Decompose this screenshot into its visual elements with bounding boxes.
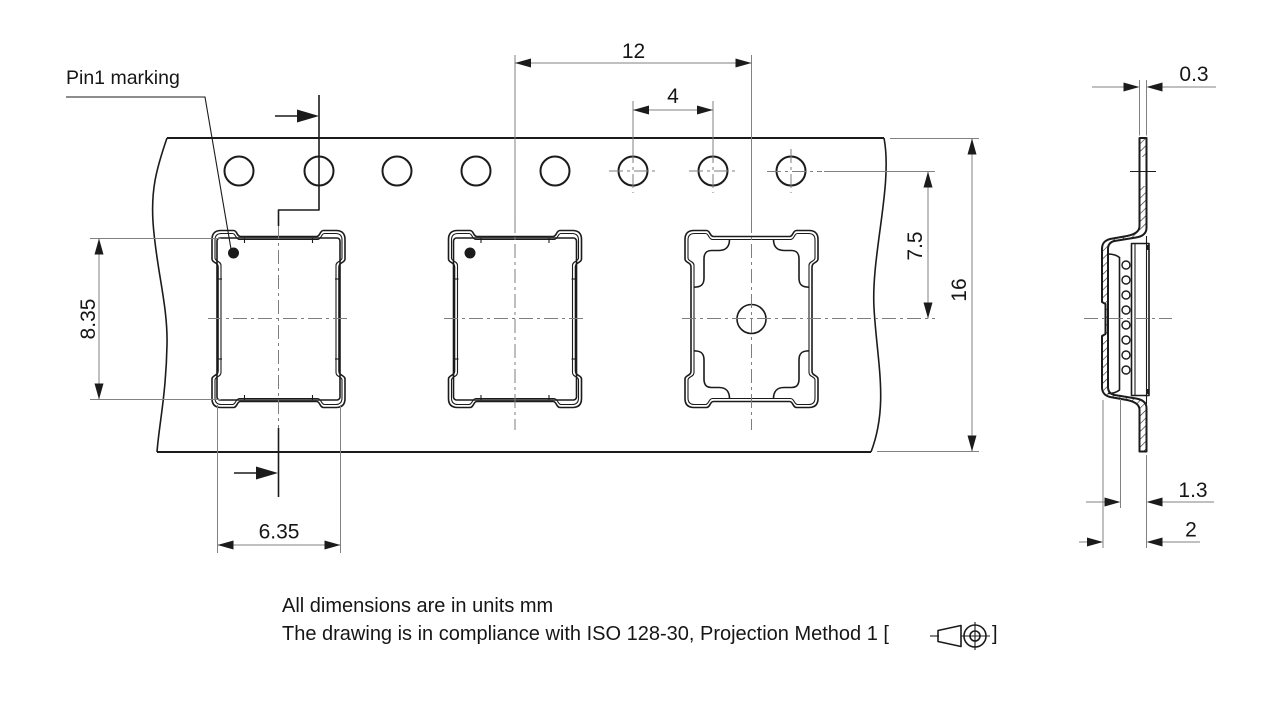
dim-value-hole-to-pocket-center: 7.5 <box>904 231 927 261</box>
note-compliance-close-bracket: ] <box>992 623 998 645</box>
dim-value-tape-width: 16 <box>948 278 971 302</box>
note-units: All dimensions are in units mm <box>282 595 554 617</box>
dim-value-pocket-length: 8.35 <box>77 298 100 340</box>
dim-value-hole-pitch: 4 <box>667 85 679 108</box>
dim-value-pocket-inner-depth: 1.3 <box>1178 479 1208 502</box>
pin1-dot <box>465 248 476 259</box>
pin1-dot <box>228 248 239 259</box>
note-compliance: The drawing is in compliance with ISO 128-30, Projection Method 1 [ <box>282 623 889 645</box>
dim-value-pocket-pitch: 12 <box>621 40 646 63</box>
pin1-marking-label: Pin1 marking <box>66 67 180 89</box>
dim-value-pocket-outer-depth: 2 <box>1185 518 1197 542</box>
dim-value-tape-thickness: 0.3 <box>1179 63 1209 86</box>
dim-value-pocket-width: 6.35 <box>258 520 300 544</box>
